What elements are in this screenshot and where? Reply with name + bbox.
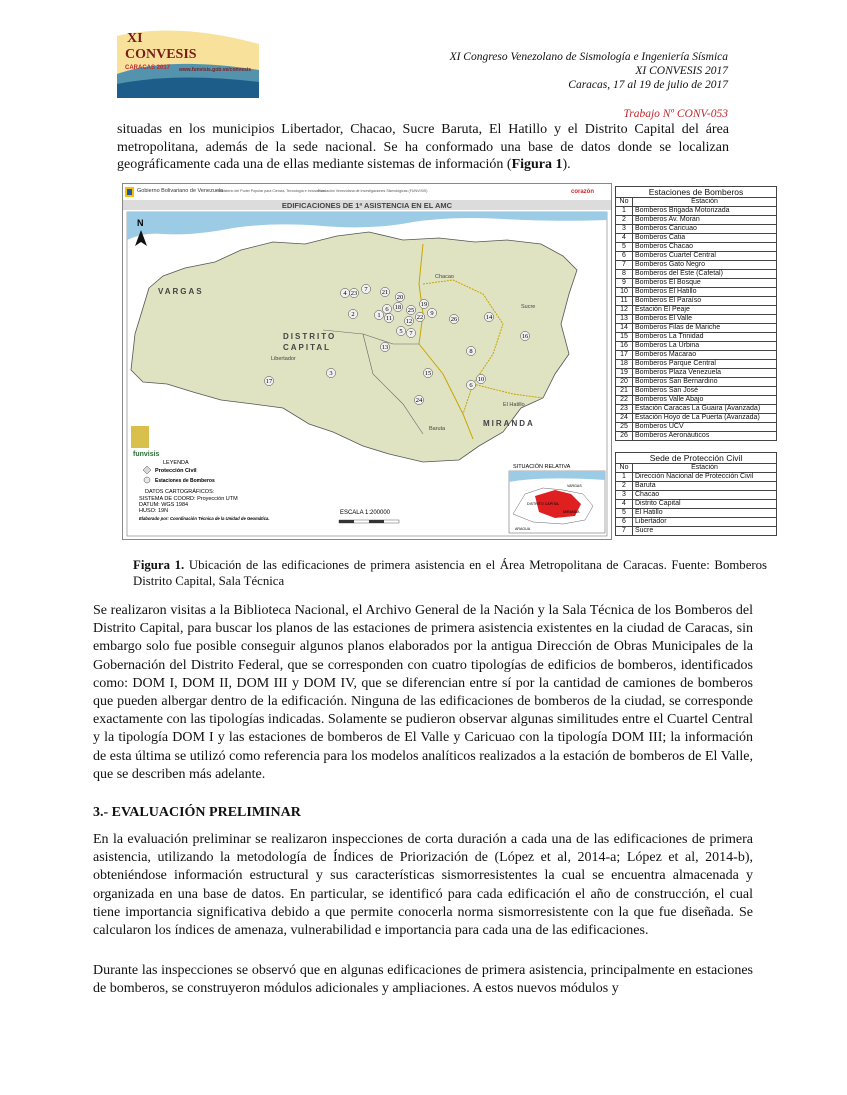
station-marker-label: 19	[420, 301, 428, 309]
table1-row	[616, 351, 777, 360]
table1-row	[616, 315, 777, 324]
intro-paragraph	[117, 121, 729, 174]
conference-header	[450, 50, 728, 93]
header-line2: XI CONVESIS 2017	[635, 65, 728, 78]
table2-row	[616, 482, 777, 491]
body-paragraph-3: En la evaluación preliminar se realizaron inspecciones de corta duración a cada una de las edificaciones de primera asistencia, utilizando la metodología de Índices de Priorización de (López et al, 2014-a; López et al, 2014-b), obteniéndose información estructural y sus características sismorresistentes la cual se encuentra almacenada y organizada en una base de datos. En particular, se identificó para cada edificación el año de construcción, el cual tiene importancia significativa debido a que permite conocerla norma sismorresistente con la que fue diseñada. Se calcularon los índices de amenaza, vulnerabilidad e importancia para cada una de las edificaciones.	[93, 832, 753, 939]
logo-line1: XI	[127, 31, 143, 46]
station-marker-label: 15	[424, 370, 432, 378]
table2-row-station: Dirección Nacional de Protección Civil	[633, 473, 777, 482]
figure-caption	[133, 557, 767, 589]
table1-row-station: Bomberos Caricuao	[633, 225, 777, 234]
table1-row-number: 25	[616, 423, 633, 432]
table1-row-number: 16	[616, 342, 633, 351]
body-paragraph-4: Durante las inspecciones se observó que en algunas edificaciones de primera asistencia, principalmente en estaciones de bomberos, se construyeron módulos adicionales y ampliaciones. A estos nuevos módulos y	[93, 963, 753, 997]
table2-row-station: Libertador	[633, 518, 777, 527]
table2-row-station: Chacao	[633, 491, 777, 500]
caption-label: Figura 1.	[133, 558, 185, 572]
table1-row	[616, 207, 777, 216]
table1-row-number: 13	[616, 315, 633, 324]
table1-row	[616, 225, 777, 234]
station-marker-label: 26	[450, 316, 458, 324]
station-marker-label: 4	[343, 290, 347, 298]
table2-col-station: Estación	[633, 464, 777, 473]
table1-row-number: 10	[616, 288, 633, 297]
table1-row-number: 8	[616, 270, 633, 279]
table1-row	[616, 324, 777, 333]
funvisis-logo: funvisis	[133, 451, 160, 458]
table1-row-station: Estación El Peaje	[633, 306, 777, 315]
north-label: N	[137, 218, 144, 228]
table1-row-station: Bomberos La Urbina	[633, 342, 777, 351]
table2-row-number: 4	[616, 500, 633, 509]
table1-row-number: 22	[616, 396, 633, 405]
logo-place: CARACAS 2017	[125, 65, 171, 71]
station-marker-label: 12	[405, 318, 413, 326]
table1-row-number: 4	[616, 234, 633, 243]
station-marker-label: 6	[385, 306, 389, 314]
table1-row-station: Bomberos Valle Abajo	[633, 396, 777, 405]
body-paragraph-2: Se realizaron visitas a la Biblioteca Nacional, el Archivo General de la Nación y la Sala Técnica de los Bomberos del Distrito Capital, para buscar los planos de las estaciones de primera asistencia existentes en la ciudad de Caracas, sin embargo solo fue posible conseguir algunos planos elaborados por la antigua Dirección de Obras Municipales de la Gobernación del Distrito Federal, que se corresponden con cuatro tipologías de edificios de bomberos, identificados como: DOM I, DOM II, DOM III y DOM IV, que se diferencian entre sí por la cantidad de camiones de bomberos que pueden albergar dentro de la edificación. Ninguna de las edificaciones de bomberos de la ciudad, se corresponde exactamente con las tipologías indicadas. Solamente se pudieron observar algunas similitudes entre el Cuartel Central y la tipología DOM I y las estaciones de bomberos de El Valle y Caricuao con la tipología DOM III; la información de esta última se utilizó como referencia para los modelos analíticos realizados a la estación de bomberos de El Valle, que se describen más adelante.	[93, 603, 753, 782]
header-line1: XI Congreso Venezolano de Sismología e Ingeniería Sísmica	[449, 51, 728, 63]
table1-row	[616, 414, 777, 423]
table1-row	[616, 387, 777, 396]
station-marker-label: 7	[364, 286, 368, 294]
corazon-logo: corazón	[571, 189, 595, 195]
table1-row-station: Bomberos del Este (Cafetal)	[633, 270, 777, 279]
table1-row-number: 2	[616, 216, 633, 225]
station-marker-label: 18	[394, 304, 402, 312]
table1-row	[616, 360, 777, 369]
station-marker-label: 5	[399, 328, 403, 336]
table1-row-station: Bomberos Brigada Motorizada	[633, 207, 777, 216]
table2-row-number: 2	[616, 482, 633, 491]
table1-row-station: Bomberos Plaza Venezuela	[633, 369, 777, 378]
station-marker-label: 23	[350, 290, 358, 298]
table1-row-station: Bomberos Chacao	[633, 243, 777, 252]
legend-eb: Estaciones de Bomberos	[155, 478, 215, 484]
table1-row-number: 6	[616, 252, 633, 261]
table1-row-number: 12	[616, 306, 633, 315]
table1-row-station: Bomberos El Hatillo	[633, 288, 777, 297]
intro-text: situadas en los municipios Libertador, Chacao, Sucre Baruta, El Hatillo y el Distrito Capital del área metropolitana, además de la sede nacional. Se ha conformado una base de datos donde se localizan geográficamente cada una de ellas mediante sistemas de información (	[117, 122, 729, 172]
table1-row-station: Bomberos Cuartel Central	[633, 252, 777, 261]
station-marker-label: 7	[409, 330, 413, 338]
table1-row	[616, 432, 777, 441]
table1-row-number: 1	[616, 207, 633, 216]
table1-row-station: Bomberos La Trinidad	[633, 333, 777, 342]
table2-row-number: 1	[616, 473, 633, 482]
table1-row	[616, 378, 777, 387]
table2-row-station: Baruta	[633, 482, 777, 491]
carto-line3: HUSO: 19N	[139, 508, 169, 514]
station-marker-label: 20	[396, 294, 404, 302]
table1-row-number: 24	[616, 414, 633, 423]
table1-row	[616, 297, 777, 306]
mun-sucre: Sucre	[521, 304, 536, 310]
table2-title: Sede de Protección Civil	[616, 453, 777, 464]
table1-row-station: Bomberos Parque Central	[633, 360, 777, 369]
table1-row	[616, 306, 777, 315]
legend-title: LEYENDA	[163, 460, 189, 466]
station-marker-label: 3	[329, 370, 333, 378]
station-marker-label: 6	[469, 382, 473, 390]
table2-row	[616, 491, 777, 500]
region-capital: CAPITAL	[283, 343, 332, 352]
station-marker-label: 17	[265, 378, 273, 386]
mun-libertador: Libertador	[271, 356, 296, 362]
station-marker-label: 9	[430, 310, 434, 318]
table1-row	[616, 333, 777, 342]
section-heading: 3.- EVALUACIÓN PRELIMINAR	[93, 805, 301, 820]
table1-col-station: Estación	[633, 198, 777, 207]
table1-row-number: 9	[616, 279, 633, 288]
situ-title: SITUACIÓN RELATIVA	[513, 464, 571, 470]
figure-ref: Figura 1	[511, 157, 563, 172]
carto-line2: DATUM: WGS 1984	[139, 502, 189, 508]
table1-row-number: 19	[616, 369, 633, 378]
table1-row	[616, 243, 777, 252]
table2-row-station: El Hatillo	[633, 509, 777, 518]
table1-row-station: Estación Hoyo de La Puerta (Avanzada)	[633, 414, 777, 423]
station-marker-label: 10	[477, 376, 485, 384]
table2-row	[616, 527, 777, 536]
foundation-text: Fundación Venezolana de Investigaciones Sismológicas (FUNVISIS)	[318, 189, 428, 193]
header-line3: Caracas, 17 al 19 de julio de 2017	[568, 79, 728, 92]
station-marker-label: 21	[381, 289, 389, 297]
situ-dc: DISTRITO CAPITAL	[527, 502, 560, 506]
table2-row	[616, 509, 777, 518]
situ-aragua: ARAGUA	[515, 527, 531, 531]
carto-title: DATOS CARTOGRÁFICOS:	[145, 489, 215, 495]
convesis-logo	[117, 26, 259, 98]
station-marker-label: 24	[415, 397, 423, 405]
table1-row	[616, 261, 777, 270]
table1-row-station: Bomberos UCV	[633, 423, 777, 432]
table1-row-number: 5	[616, 243, 633, 252]
civil-protection-table	[615, 452, 777, 536]
table2-row	[616, 518, 777, 527]
legend-pc: Protección Civil	[155, 468, 197, 474]
table1-row-number: 23	[616, 405, 633, 414]
work-number: Trabajo Nº CONV-053	[623, 108, 728, 120]
table1-row-number: 7	[616, 261, 633, 270]
table1-row	[616, 423, 777, 432]
fire-stations-table	[615, 186, 777, 441]
intro-end: ).	[562, 157, 571, 172]
table1-row-station: Bomberos El Bosque	[633, 279, 777, 288]
caption-text: Ubicación de las edificaciones de primera asistencia en el Área Metropolitana de Caracas. Fuente: Bomberos Distrito Capital, Sala Técnica	[133, 558, 768, 588]
table2-row	[616, 473, 777, 482]
table1-row-number: 3	[616, 225, 633, 234]
table1-row-number: 14	[616, 324, 633, 333]
table2-row-number: 3	[616, 491, 633, 500]
station-marker-label: 22	[416, 314, 424, 322]
table2-row-station: Sucre	[633, 527, 777, 536]
table1-row	[616, 279, 777, 288]
table1-row-station: Bomberos Catia	[633, 234, 777, 243]
scale-text: ESCALA 1:200000	[339, 510, 391, 516]
table1-row-station: Bomberos Aeronáuticos	[633, 432, 777, 441]
relative-location-inset	[509, 463, 605, 533]
region-vargas: VARGAS	[158, 287, 204, 296]
table1-row	[616, 216, 777, 225]
table1-row-number: 15	[616, 333, 633, 342]
table1-row-number: 11	[616, 297, 633, 306]
table1-row-number: 20	[616, 378, 633, 387]
table2-row-number: 7	[616, 527, 633, 536]
station-marker-label: 2	[351, 311, 355, 319]
logo-url: www.funvisis.gob.ve/convesis	[179, 67, 252, 73]
table1-row	[616, 369, 777, 378]
station-marker-label: 25	[407, 307, 415, 315]
table1-row-station: Bomberos Gato Negro	[633, 261, 777, 270]
map-figure	[122, 183, 612, 540]
table1-row-station: Bomberos San José	[633, 387, 777, 396]
carto-line1: SISTEMA DE COORD: Proyección UTM	[139, 496, 238, 502]
logo-line2: CONVESIS	[125, 47, 197, 62]
table1-row-station: Bomberos El Valle	[633, 315, 777, 324]
map-title: EDIFICACIONES DE 1ª ASISTENCIA EN EL AMC	[281, 201, 453, 210]
table2-row	[616, 500, 777, 509]
mun-el-hatillo: El Hatillo	[503, 402, 525, 408]
table1-col-no: No	[616, 198, 633, 207]
table1-row	[616, 396, 777, 405]
table1-row-number: 21	[616, 387, 633, 396]
station-marker-label: 1	[377, 312, 381, 320]
table1-row-station: Estación Caracas La Guaira (Avanzada)	[633, 405, 777, 414]
table2-row-number: 6	[616, 518, 633, 527]
station-marker-label: 16	[521, 333, 529, 341]
table2-col-no: No	[616, 464, 633, 473]
table1-row-station: Bomberos Av. Moran	[633, 216, 777, 225]
station-marker-label: 14	[485, 314, 493, 322]
table1-row	[616, 288, 777, 297]
ministry-text: Ministerio del Poder Popular para Ciencia, Tecnología e Innovación	[218, 189, 326, 193]
table1-row	[616, 252, 777, 261]
situ-vargas: VARGAS	[567, 484, 582, 488]
table1-row-station: Bomberos Filas de Mariche	[633, 324, 777, 333]
table2-row-number: 5	[616, 509, 633, 518]
station-marker-label: 11	[385, 315, 393, 323]
table1-row-station: Bomberos El Paraíso	[633, 297, 777, 306]
station-marker-label: 13	[381, 344, 389, 352]
table1-row-number: 26	[616, 432, 633, 441]
table2-row-station: Distrito Capital	[633, 500, 777, 509]
region-distrito: DISTRITO	[283, 332, 337, 341]
table1-row-number: 17	[616, 351, 633, 360]
table1-row	[616, 270, 777, 279]
gov-logo-text: Gobierno Bolivariano de Venezuela	[137, 188, 224, 194]
table1-row	[616, 342, 777, 351]
table1-title: Estaciones de Bomberos	[616, 187, 777, 198]
elab-text: Elaborado por: Coordinación Técnica de la Unidad de Geomática.	[139, 516, 270, 521]
table1-row-station: Bomberos San Bernardino	[633, 378, 777, 387]
mun-chacao: Chacao	[435, 274, 454, 280]
region-miranda: MIRANDA	[483, 419, 535, 428]
mun-baruta: Baruta	[429, 426, 446, 432]
table1-row-station: Bomberos Macarao	[633, 351, 777, 360]
table1-row-number: 18	[616, 360, 633, 369]
station-marker-label: 8	[469, 348, 473, 356]
table1-row	[616, 405, 777, 414]
fire-station-icon	[144, 477, 150, 483]
situ-miranda: MIRANDA	[563, 510, 580, 514]
table1-row	[616, 234, 777, 243]
